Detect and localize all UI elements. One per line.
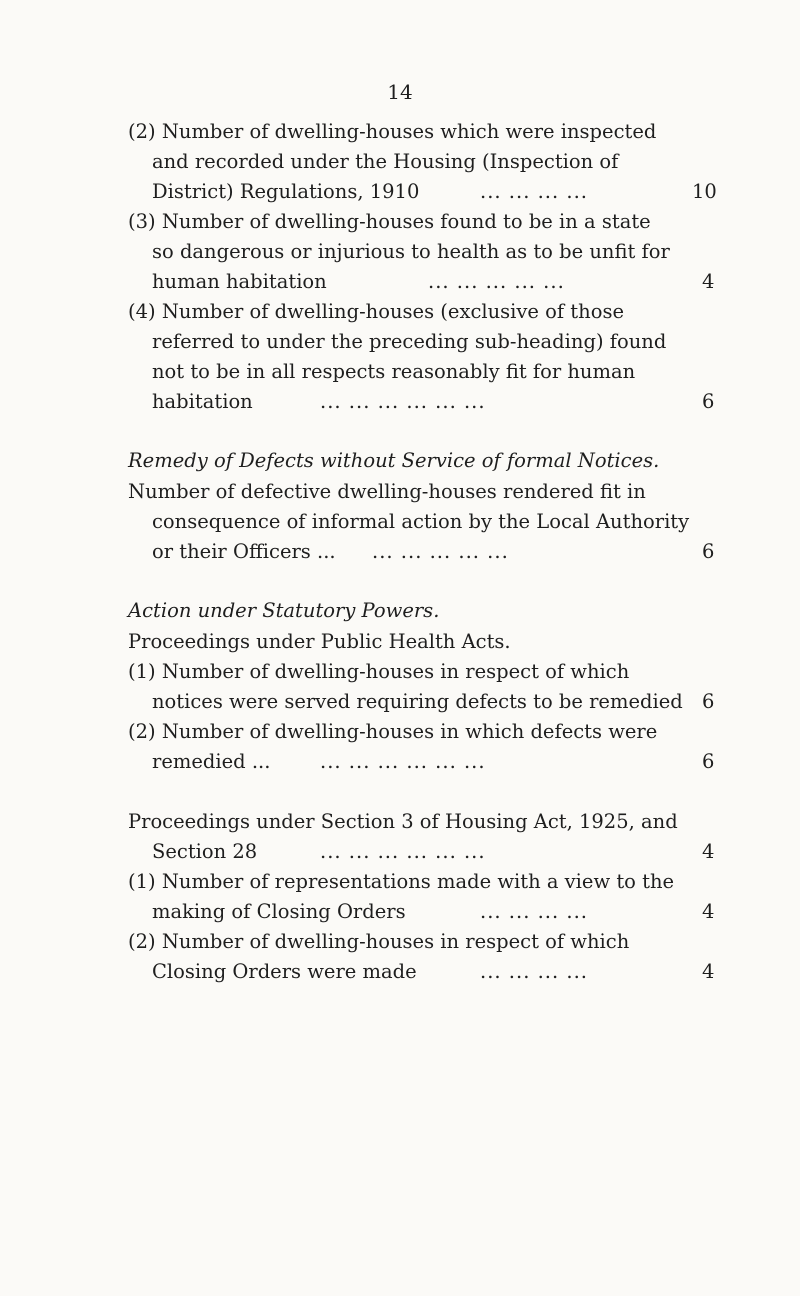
- item-value: 6: [702, 390, 715, 413]
- item-line: (1) Number of representations made with a view to the: [128, 870, 675, 893]
- section-heading: Action under Statutory Powers.: [128, 599, 440, 622]
- item-row: [0, 899, 800, 925]
- item-row: [0, 689, 800, 715]
- item-line: Proceedings under Section 3 of Housing Act, 1925, and: [128, 810, 678, 833]
- leader-dots: ... ... ... ...: [480, 900, 588, 923]
- item-line: (3) Number of dwelling-houses found to be in a state: [128, 210, 651, 233]
- item-line: consequence of informal action by the Local Authority: [152, 510, 690, 533]
- leader-dots: ... ... ... ... ...: [428, 270, 565, 293]
- item-value: 4: [702, 960, 715, 983]
- item-line: (4) Number of dwelling-houses (exclusive of those: [128, 300, 624, 323]
- leader-dots: ... ... ... ...: [480, 180, 588, 203]
- leader-dots: ... ... ... ... ... ...: [320, 750, 486, 773]
- item-value: 4: [702, 270, 715, 293]
- item-line: (2) Number of dwelling-houses which were inspected: [128, 120, 657, 143]
- item-row: [0, 179, 800, 205]
- item-value: 4: [702, 900, 715, 923]
- leader-dots: ... ... ... ...: [480, 960, 588, 983]
- item-line: (1) Number of dwelling-houses in respect of which: [128, 660, 630, 683]
- item-line: District) Regulations, 1910: [152, 180, 420, 203]
- item-row: [0, 839, 800, 865]
- item-line: notices were served requiring defects to be remedied: [152, 690, 683, 713]
- item-line: habitation: [152, 390, 253, 413]
- item-line: human habitation: [152, 270, 327, 293]
- item-line: Closing Orders were made: [152, 960, 417, 983]
- item-value: 6: [702, 750, 715, 773]
- item-row: [0, 389, 800, 415]
- item-line: and recorded under the Housing (Inspection of: [152, 150, 619, 173]
- item-line: Number of defective dwelling-houses rendered fit in: [128, 480, 646, 503]
- item-line: so dangerous or injurious to health as to be unfit for: [152, 240, 670, 263]
- leader-dots: ... ... ... ... ...: [372, 540, 509, 563]
- item-line: or their Officers ...: [152, 540, 336, 563]
- item-line: remedied ...: [152, 750, 271, 773]
- section-heading: Remedy of Defects without Service of formal Notices.: [128, 449, 660, 472]
- section-subheading: Proceedings under Public Health Acts.: [128, 630, 511, 653]
- item-row: [0, 959, 800, 985]
- item-value: 10: [692, 180, 717, 203]
- item-value: 4: [702, 840, 715, 863]
- leader-dots: ... ... ... ... ... ...: [320, 840, 486, 863]
- item-line: not to be in all respects reasonably fit for human: [152, 360, 636, 383]
- page-number: 14: [387, 80, 413, 104]
- item-row: [0, 269, 800, 295]
- item-line: referred to under the preceding sub-heading) found: [152, 330, 667, 353]
- item-line: (2) Number of dwelling-houses in which defects were: [128, 720, 658, 743]
- item-row: [0, 749, 800, 775]
- item-line: Section 28: [152, 840, 258, 863]
- item-line: making of Closing Orders: [152, 900, 406, 923]
- item-row: [0, 539, 800, 565]
- leader-dots: ... ... ... ... ... ...: [320, 390, 486, 413]
- item-line: (2) Number of dwelling-houses in respect of which: [128, 930, 630, 953]
- item-value: 6: [702, 690, 715, 713]
- item-value: 6: [702, 540, 715, 563]
